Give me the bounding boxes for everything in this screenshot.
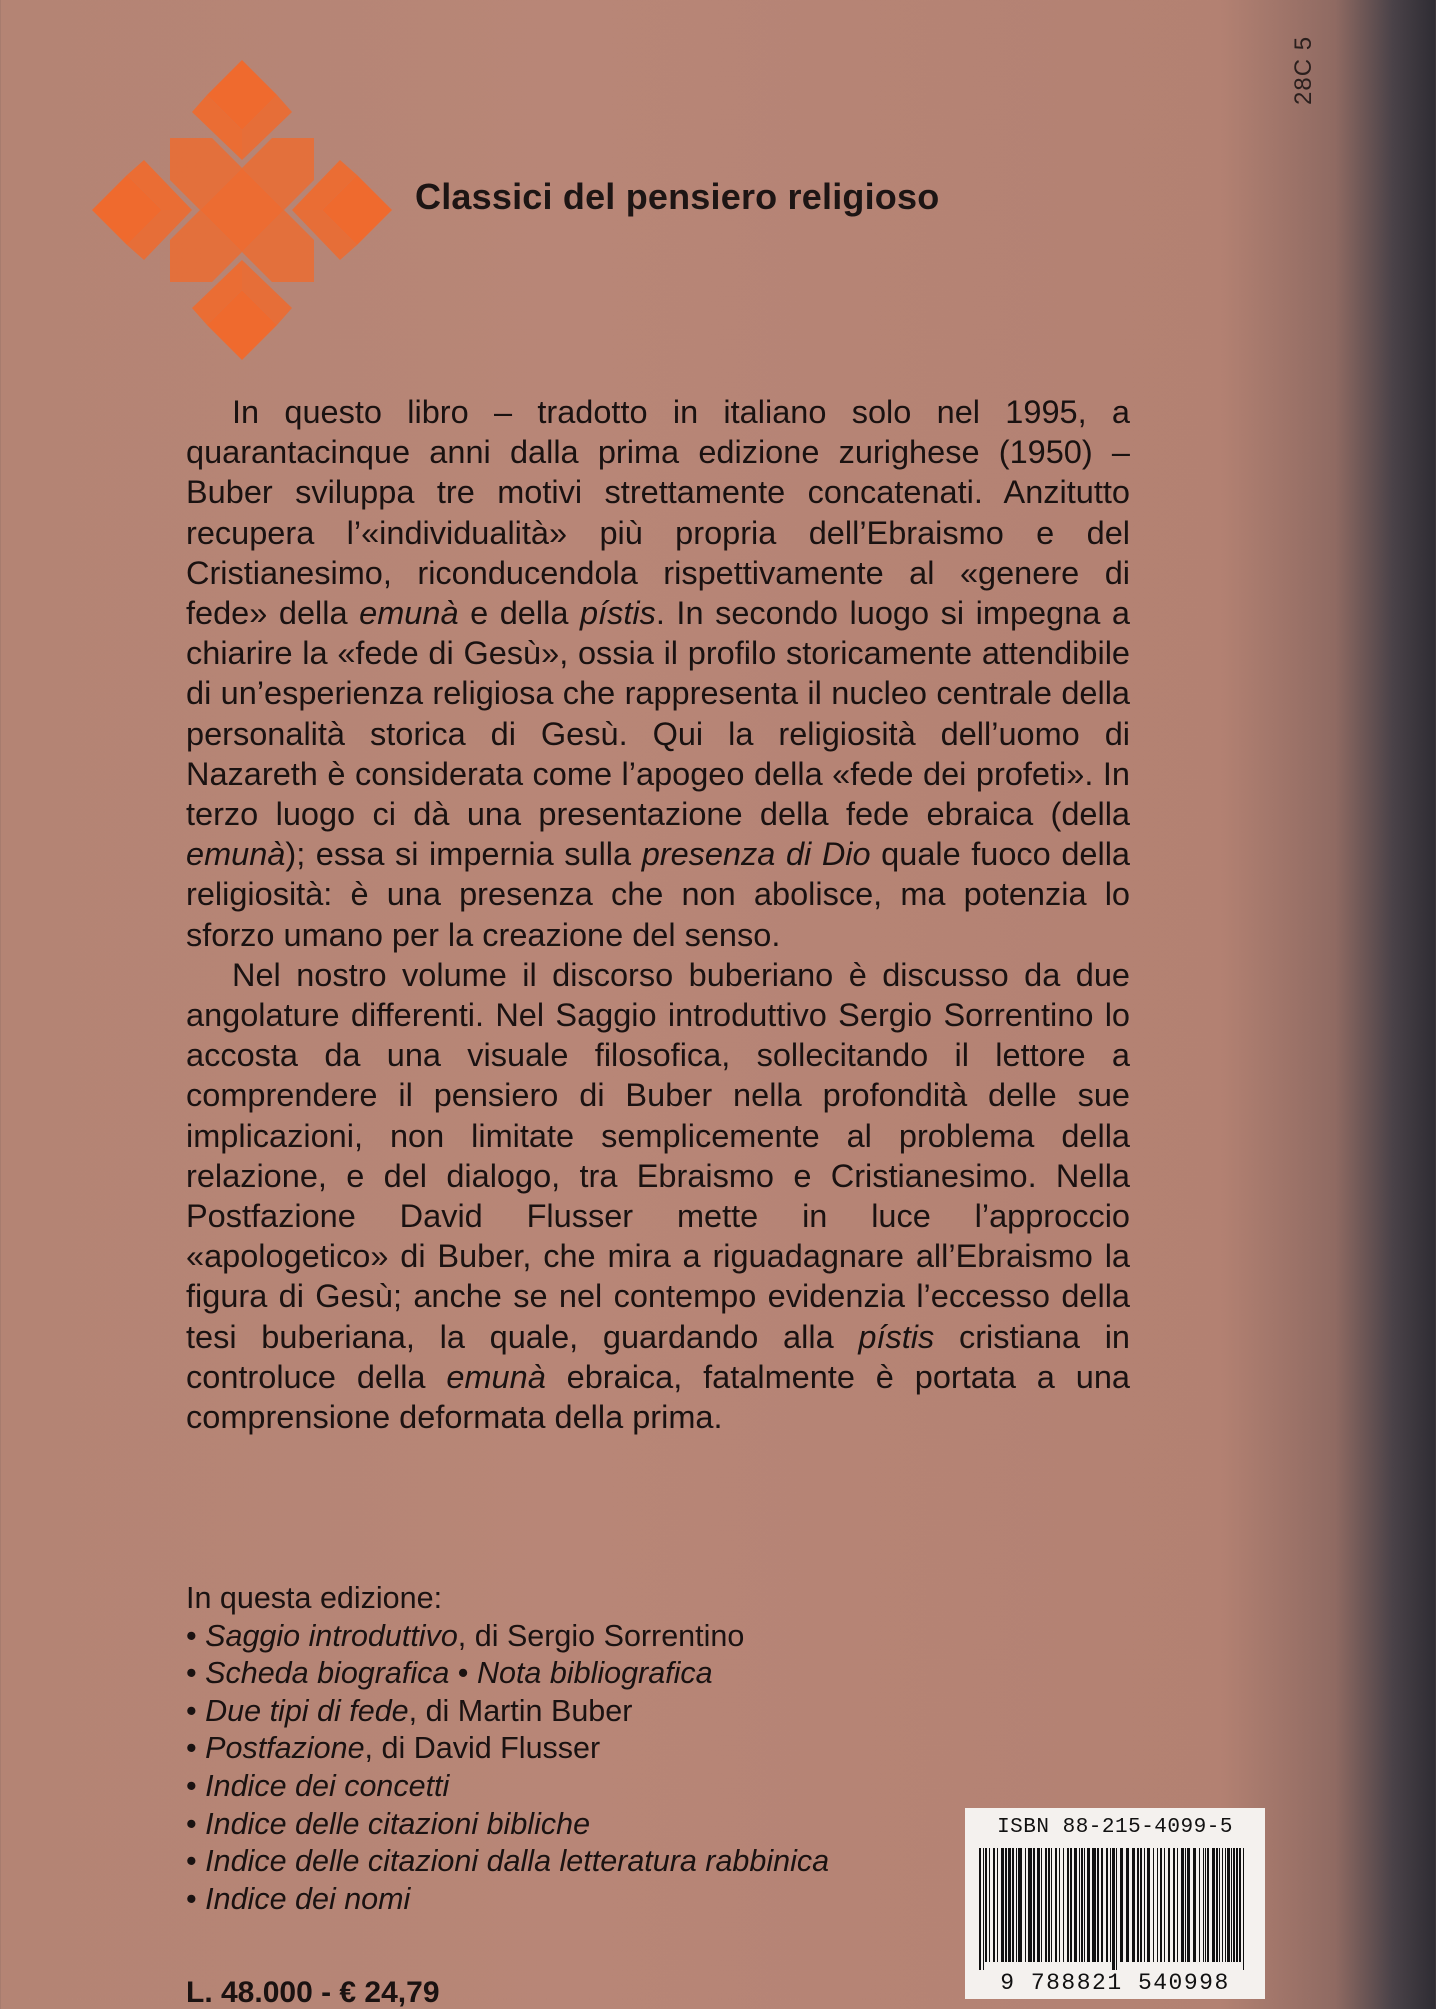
isbn-number: ISBN 88-215-4099-5 <box>997 1816 1233 1839</box>
contents-item: • Indice dei concetti <box>186 1768 829 1806</box>
edition-contents <box>186 1580 829 1918</box>
contents-item: • Saggio introduttivo, di Sergio Sorrentino <box>186 1618 829 1656</box>
contents-item: • Postfazione, di David Flusser <box>186 1730 829 1768</box>
contents-item: • Indice delle citazioni bibliche <box>186 1806 829 1844</box>
contents-heading: In questa edizione: <box>186 1581 443 1615</box>
series-title: Classici del pensiero religioso <box>415 176 940 217</box>
ean-number: 9 788821 540998 <box>1000 1970 1230 1996</box>
blurb-paragraph-2: Nel nostro volume il discorso buberiano è discusso da due angolature differenti. Nel Saggio introduttivo Sergio Sorrentino lo accosta da una visuale filosofica, sollecitando il lettore a comprendere il pensiero di Buber nella profondità delle sue implicazioni, non limitate semplicemente al problema della relazione, e del dialogo, tra Ebraismo e Cristianesimo. Nella Postfazione David Flusser mette in luce l’approccio «apologetico» di Buber, che mira a riguadagnare all’Ebraismo la figura di Gesù; anche se nel contempo evidenzia l’eccesso della tesi buberiana, la quale, guardando alla pístis cristiana in controluce della emunà ebraica, fatalmente è portata a una comprensione deformata della prima. <box>186 956 1130 1436</box>
contents-item: • Indice delle citazioni dalla letteratura rabbinica <box>186 1843 829 1881</box>
contents-item: • Indice dei nomi <box>186 1881 829 1919</box>
contents-item: • Due tipi di fede, di Martin Buber <box>186 1693 829 1731</box>
contents-list <box>186 1618 829 1919</box>
isbn-barcode <box>965 1808 1265 1999</box>
barcode-bars-icon <box>979 1848 1251 1970</box>
orange-cross-knot-logo-icon <box>92 60 392 360</box>
blurb-paragraph-1: In questo libro – tradotto in italiano solo nel 1995, a quarantacinque anni dalla prima edizione zurighese (1950) – Buber sviluppa tre motivi strettamente concatenati. Anzitutto recupera l’«individualità» più propria dell’Ebraismo e del Cristianesimo, riconducendola rispettivamente al «genere di fede» della emunà e della pístis. In secondo luogo si impegna a chiarire la «fede di Gesù», ossia il profilo storicamente attendibile di un’esperienza religiosa che rappresenta il nucleo centrale della personalità storica di Gesù. Qui la religiosità dell’uomo di Nazareth è considerata come l’apogeo della «fede dei profeti». In terzo luogo ci dà una presentazione della fede ebraica (della emunà); essa si impernia sulla presenza di Dio quale fuoco della religiosità: è una presenza che non abolisce, ma potenzia lo sforzo umano per la creazione del senso. <box>186 394 1130 953</box>
back-cover-blurb <box>186 392 1130 1437</box>
contents-item: • Scheda biografica • Nota bibliografica <box>186 1655 829 1693</box>
spine-code: 28C 5 <box>1290 35 1317 105</box>
price-label: L. 48.000 - € 24,79 <box>186 1976 440 2009</box>
